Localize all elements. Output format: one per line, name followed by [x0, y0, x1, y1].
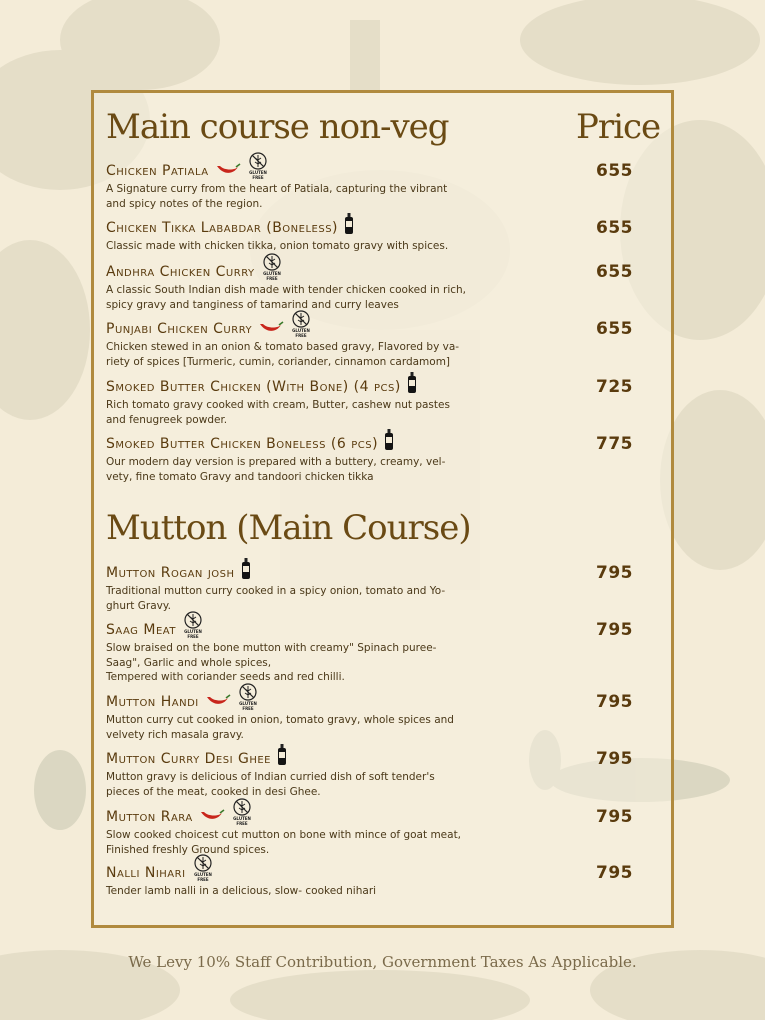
menu-item-header	[106, 863, 576, 883]
menu-item-name: Smoked Butter Chicken Boneless (6 pcs)	[106, 436, 379, 452]
svg-text:FREE: FREE	[295, 333, 307, 338]
menu-item-price: 655	[596, 161, 633, 181]
menu-item-description: Mutton curry cut cooked in onion, tomato gravy, whole spices and velvety rich masala gravy.	[106, 714, 454, 741]
svg-text:GLUTEN: GLUTEN	[232, 816, 251, 821]
menu-item-name: Mutton Curry Desi Ghee	[106, 751, 272, 767]
svg-text:FREE: FREE	[251, 175, 264, 180]
chili-icon	[199, 808, 225, 827]
menu-item-description: Tender lamb nalli in a delicious, slow- cooked nihari	[106, 885, 377, 897]
menu-item	[106, 262, 576, 312]
gluten-free-icon	[261, 258, 283, 286]
menu-item-name: Punjabi Chicken Curry	[106, 321, 253, 337]
menu-item	[106, 563, 576, 613]
menu-item	[106, 692, 576, 742]
menu-item	[106, 434, 576, 484]
menu-item-header	[106, 434, 576, 454]
gluten-free-icon	[182, 616, 204, 644]
menu-item	[106, 863, 576, 899]
menu-item-description: Mutton gravy is delicious of Indian curried dish of soft tender's pieces of the meat, cooked in desi Ghee.	[106, 771, 435, 798]
menu-item-name: Chicken Patiala	[106, 163, 209, 179]
menu-item-description: A classic South Indian dish made with tender chicken cooked in rich, spicy gravy and tanginess of tamarind and curry leaves	[106, 284, 466, 311]
menu-item-header	[106, 749, 576, 769]
bottle-icon	[277, 748, 287, 770]
menu-item-header	[106, 218, 576, 238]
menu-item-price: 725	[596, 377, 633, 397]
svg-text:FREE: FREE	[242, 706, 254, 711]
menu-item-name: Mutton Rara	[106, 809, 193, 825]
menu-item-header	[106, 563, 576, 583]
menu-item	[106, 620, 576, 685]
svg-text:FREE: FREE	[187, 634, 199, 639]
menu-item	[106, 218, 576, 254]
menu-item-name: Andhra Chicken Curry	[106, 264, 255, 280]
bottle-icon	[384, 433, 394, 455]
svg-text:GLUTEN: GLUTEN	[292, 328, 310, 333]
menu-item-description: Slow braised on the bone mutton with creamy" Spinach puree- Saag", Garlic and whole spices, Tempered with coriander seeds and red chilli.	[106, 642, 437, 683]
menu-item-description: Our modern day version is prepared with a buttery, creamy, vel- vety, fine tomato Gravy and tandoori chicken tikka	[106, 456, 446, 483]
svg-text:GLUTEN: GLUTEN	[262, 271, 281, 276]
menu-item-price: 795	[596, 692, 633, 712]
svg-text:GLUTEN: GLUTEN	[184, 629, 202, 634]
menu-item-header	[106, 377, 576, 397]
menu-item-price: 655	[596, 262, 633, 282]
menu-item-description: Chicken stewed in an onion & tomato based gravy, Flavored by va- riety of spices [Turmeric, cumin, coriander, cinnamon cardamom]	[106, 341, 460, 368]
menu-item-header	[106, 161, 576, 181]
chili-icon	[258, 320, 284, 339]
gluten-free-icon	[231, 803, 253, 831]
gluten-free-icon	[237, 688, 259, 716]
gluten-free-icon	[192, 859, 214, 887]
menu-item	[106, 377, 576, 427]
menu-item-name: Mutton Rogan josh	[106, 565, 235, 581]
svg-text:FREE: FREE	[265, 276, 278, 281]
menu-item	[106, 807, 576, 857]
menu-item-header	[106, 319, 576, 339]
menu-item-header	[106, 807, 576, 827]
footer-tax-note: We Levy 10% Staff Contribution, Government Taxes As Applicable.	[128, 953, 637, 971]
menu-item-description: A Signature curry from the heart of Patiala, capturing the vibrant and spicy notes of the region.	[106, 183, 448, 210]
menu-item-name: Saag Meat	[106, 622, 176, 638]
menu-item-price: 795	[596, 749, 633, 769]
svg-text:GLUTEN: GLUTEN	[238, 701, 257, 706]
menu-item-price: 655	[596, 319, 633, 339]
menu-item	[106, 319, 576, 369]
bottle-icon	[241, 562, 251, 584]
svg-text:FREE: FREE	[236, 821, 248, 826]
chili-icon	[205, 693, 231, 712]
section-heading-non-veg: Main course non-veg	[106, 107, 449, 147]
menu-item-name: Mutton Handi	[106, 694, 199, 710]
menu-item-price: 795	[596, 620, 633, 640]
svg-text:GLUTEN: GLUTEN	[193, 872, 212, 877]
menu-item-price: 795	[596, 863, 633, 883]
svg-text:FREE: FREE	[196, 877, 209, 882]
menu-item-name: Smoked Butter Chicken (With Bone) (4 pcs)	[106, 379, 401, 395]
menu-item-price: 795	[596, 563, 633, 583]
menu-item-header	[106, 692, 576, 712]
menu-item	[106, 161, 576, 211]
menu-item-price: 655	[596, 218, 633, 238]
section-heading-mutton: Mutton (Main Course)	[106, 508, 471, 548]
gluten-free-icon	[290, 315, 312, 343]
menu-item-name: Chicken Tikka Lababdar (Boneless)	[106, 220, 339, 236]
svg-text:GLUTEN: GLUTEN	[248, 170, 267, 175]
menu-item-header	[106, 262, 576, 282]
menu-item-description: Traditional mutton curry cooked in a spicy onion, tomato and Yo- ghurt Gravy.	[106, 585, 446, 612]
menu-item-description: Slow cooked choicest cut mutton on bone with mince of goat meat, Finished freshly Ground spices.	[106, 829, 462, 856]
menu-item-header	[106, 620, 576, 640]
menu-item-description: Classic made with chicken tikka, onion tomato gravy with spices.	[106, 240, 449, 252]
menu-item-description: Rich tomato gravy cooked with cream, Butter, cashew nut pastes and fenugreek powder.	[106, 399, 450, 426]
menu-item-price: 775	[596, 434, 633, 454]
bottle-icon	[344, 217, 354, 239]
gluten-free-icon	[247, 157, 269, 185]
bottle-icon	[407, 376, 417, 398]
menu-item-name: Nalli Nihari	[106, 865, 186, 881]
menu-item-price: 795	[596, 807, 633, 827]
price-column-heading: Price	[576, 107, 661, 147]
chili-icon	[215, 162, 241, 181]
menu-item	[106, 749, 576, 799]
